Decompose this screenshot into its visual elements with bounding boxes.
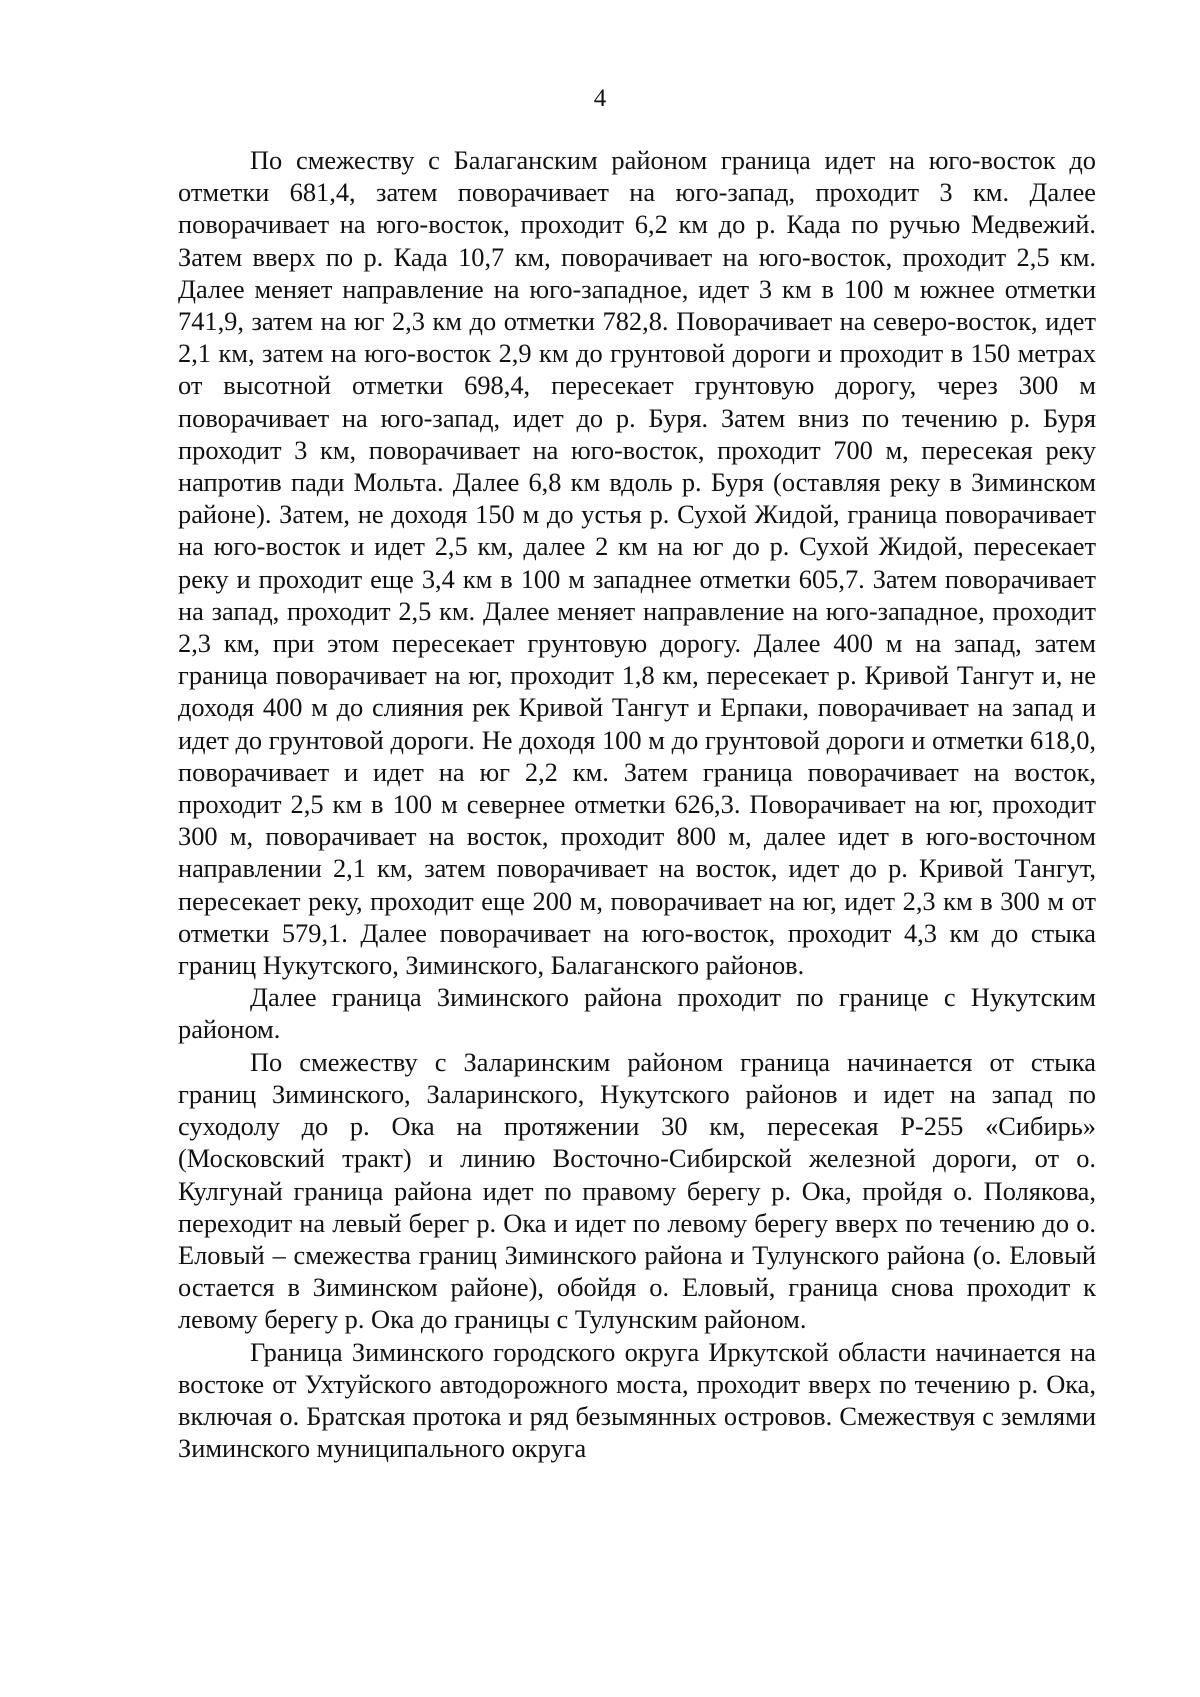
paragraph-zalarinsky-border: По смежеству с Заларинским районом граница начинается от стыка границ Зиминского, Заларинского, Нукутского районов и идет на запад по суходолу до р. Ока на протяжении 30 км, пересекая Р-255 «Сибирь» (Московский тракт) и линию Восточно-Сибирской железной дороги, от о. Кулгунай граница района идет по правому берегу р. Ока, пройдя о. Полякова, переходит на левый берег р. Ока и идет по левому берегу вверх по течению до о. Еловый – смежества границ Зиминского района и Тулунского района (о. Еловый остается в Зиминском районе), обойдя о. Еловый, граница снова проходит к левому берегу р. Ока до границы с Тулунским районом. — [178, 1046, 1096, 1335]
page-number: 4 — [593, 85, 607, 112]
document-body — [178, 144, 1096, 1464]
paragraph-zima-city-border: Граница Зиминского городского округа Иркутской области начинается на востоке от Ухтуйского автодорожного моста, проходит вверх по течению р. Ока, включая о. Братская протока и ряд безымянных островов. Смежествуя с землями Зиминского муниципального округа — [178, 1336, 1096, 1464]
paragraph-nukutsky-border: Далее граница Зиминского района проходит по границе с Нукутским районом. — [178, 982, 1096, 1045]
paragraph-balagansky-border: По смежеству с Балаганским районом граница идет на юго-восток до отметки 681,4, затем поворачивает на юго-запад, проходит 3 км. Далее поворачивает на юго-восток, проходит 6,2 км до р. Када по ручью Медвежий. Затем вверх по р. Када 10,7 км, поворачивает на юго-восток, проходит 2,5 км. Далее меняет направление на юго-западное, идет 3 км в 100 м южнее отметки 741,9, затем на юг 2,3 км до отметки 782,8. Поворачивает на северо-восток, идет 2,1 км, затем на юго-восток 2,9 км до грунтовой дороги и проходит в 150 метрах от высотной отметки 698,4, пересекает грунтовую дорогу, через 300 м поворачивает на юго-запад, идет до р. Буря. Затем вниз по течению р. Буря проходит 3 км, поворачивает на юго-восток, проходит 700 м, пересекая реку напротив пади Мольта. Далее 6,8 км вдоль р. Буря (оставляя реку в Зиминском районе). Затем, не доходя 150 м до устья р. Сухой Жидой, граница поворачивает на юго-восток и идет 2,5 км, далее 2 км на юг до р. Сухой Жидой, пересекает реку и проходит еще 3,4 км в 100 м западнее отметки 605,7. Затем поворачивает на запад, проходит 2,5 км. Далее меняет направление на юго-западное, проходит 2,3 км, при этом пересекает грунтовую дорогу. Далее 400 м на запад, затем граница поворачивает на юг, проходит 1,8 км, пересекает р. Кривой Тангут и, не доходя 400 м до слияния рек Кривой Тангут и Ерпаки, поворачивает на запад и идет до грунтовой дороги. Не доходя 100 м до грунтовой дороги и отметки 618,0, поворачивает и идет на юг 2,2 км. Затем граница поворачивает на восток, проходит 2,5 км в 100 м севернее отметки 626,3. Поворачивает на юг, проходит 300 м, поворачивает на восток, проходит 800 м, далее идет в юго-восточном направлении 2,1 км, затем поворачивает на восток, идет до р. Кривой Тангут, пересекает реку, проходит еще 200 м, поворачивает на юг, идет 2,3 км в 300 м от отметки 579,1. Далее поворачивает на юго-восток, проходит 4,3 км до стыка границ Нукутского, Зиминского, Балаганского районов. — [178, 145, 1096, 981]
